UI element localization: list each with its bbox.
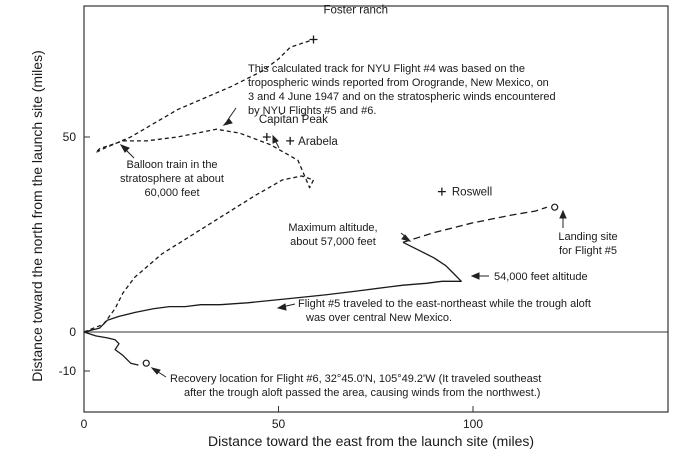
- marker-circle: [552, 204, 558, 210]
- marker-plus: [438, 188, 446, 196]
- svg-text:about 57,000 feet: about 57,000 feet: [290, 236, 376, 248]
- svg-text:tropospheric winds reported fr: tropospheric winds reported from Orogrande, New Mexico, on: [248, 77, 549, 89]
- annotation-landing-site: [558, 231, 617, 257]
- svg-text:for Flight #5: for Flight #5: [558, 245, 618, 257]
- x-tick-label: 100: [462, 417, 484, 431]
- y-tick-label: 50: [62, 130, 76, 144]
- marker-circle: [143, 360, 149, 366]
- marker-label: Arabela: [298, 135, 338, 148]
- annotation-max-altitude: [288, 222, 377, 248]
- y-tick-label: 0: [69, 325, 76, 339]
- svg-text:Landing site: Landing site: [558, 231, 618, 243]
- svg-text:Balloon train in the: Balloon train in the: [126, 159, 218, 171]
- svg-text:was over central New Mexico.: was over central New Mexico.: [306, 312, 453, 324]
- annotation-54000-ft: 54,000 feet altitude: [494, 271, 588, 283]
- svg-text:Flight #5 traveled to the east: Flight #5 traveled to the east-northeast while the trough aloft: [298, 298, 591, 310]
- marker-plus: [286, 137, 294, 145]
- marker-label: Foster ranch: [323, 4, 389, 17]
- annotation-balloon-train: [120, 159, 224, 199]
- annotation-flight5: [298, 298, 591, 324]
- svg-text:Recovery location for Flight #: Recovery location for Flight #6, 32°45.0'N, 105°49.2'W (It traveled southeast: [170, 373, 542, 385]
- track-series-4: [84, 332, 139, 365]
- track-series-3: [403, 207, 547, 242]
- annotation-recovery: [170, 373, 541, 399]
- y-axis-title: Distance toward the north from the launch site (miles): [29, 50, 45, 382]
- annotation-nyu4: [248, 63, 556, 117]
- svg-text:This calculated track for NYU: This calculated track for NYU Flight #4 was based on the: [248, 63, 525, 75]
- marker-plus: [263, 133, 271, 141]
- marker-label: Capitan Peak: [258, 114, 328, 126]
- x-tick-label: 0: [80, 417, 88, 431]
- svg-text:60,000 feet: 60,000 feet: [144, 187, 200, 199]
- marker-label: Roswell: [451, 186, 493, 199]
- svg-text:after the trough aloft passed: after the trough aloft passed the area, causing winds from the northwest.): [184, 387, 541, 399]
- svg-text:Maximum altitude,: Maximum altitude,: [288, 222, 378, 234]
- svg-text:by NYU Flights #5 and #6.: by NYU Flights #5 and #6.: [248, 105, 377, 117]
- svg-text:3 and 4 June 1947 and on the s: 3 and 4 June 1947 and on the stratospheric winds encountered: [248, 91, 556, 103]
- marker-plus: [310, 36, 318, 44]
- y-tick-label: -10: [58, 364, 76, 378]
- svg-text:stratosphere at about: stratosphere at about: [120, 173, 224, 185]
- x-tick-label: 50: [271, 417, 286, 431]
- x-axis-title: Distance toward the east from the launch site (miles): [207, 433, 535, 449]
